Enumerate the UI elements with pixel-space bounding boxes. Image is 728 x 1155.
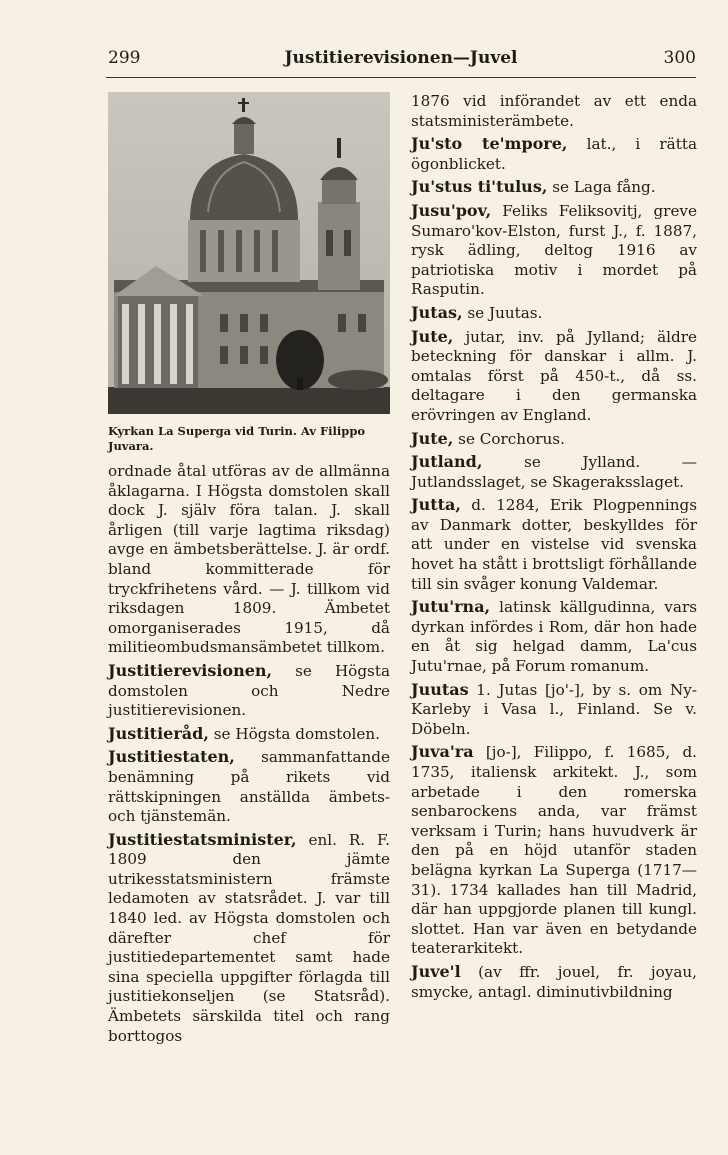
entry-headword: Justitiestatsminister,	[108, 829, 297, 849]
entry-text: ordnade åtal utföras av de allmänna åklagarna. I Högsta domstolen skall dock J. själv föra talan. J. skall årligen (till varje lagtima riksdag) avge en ämbetsberättelse. J. är ordf. bland kommitterade för tryckfrihetens vård. — J. tillkom vid riksdagen 1809. Ämbetet omorganiserades 1915, då militieombudsmansämbetet tillkom.	[108, 462, 390, 657]
entry-text: Feliks Feliksovitj, greve Sumaro'kov-Elston, furst J., f. 1887, rysk ädling, deltog 1916 av patriotiska motiv i mordet på Rasputin.	[411, 201, 698, 299]
dictionary-entry	[411, 327, 697, 426]
entry-headword: Ju'stus ti'tulus,	[411, 177, 548, 197]
dictionary-entry	[411, 452, 697, 492]
entry-text: [jo-], Filippo, f. 1685, d. 1735, italiensk arkitekt. J., som arbetade i den romerska senbarockens anda, var främst verksam i Turin; hans huvudverk är den på en höjd utanför staden belägna kyrkan La Superga (1717—31). 1734 kallades han till Madrid, där han uppgjorde planen till kungl. slottet. Han var även en betydande teaterarkitekt.	[411, 743, 697, 958]
entry-text: 1876 vid införandet av ett enda statsministerämbete.	[411, 92, 697, 130]
entry-text: sammanfattande benämning på rikets vid rättskipningen anställda ämbets- och tjänstemän.	[108, 748, 390, 826]
entry-headword: Justitierevisionen,	[108, 660, 273, 680]
entry-text: d. 1284, Erik Plogpennings av Danmark dotter, beskylldes för att under en vistelse vid svenska hovet ha stått i brottsligt förhållande till sin svåger konung Valdemar.	[411, 496, 698, 593]
dictionary-entry	[411, 962, 697, 1002]
dictionary-entry	[411, 92, 697, 131]
page-number-left: 299	[108, 48, 141, 68]
entry-headword: Ju'sto te'mpore,	[411, 134, 568, 154]
dictionary-entry	[108, 462, 390, 658]
running-header	[106, 48, 696, 74]
entry-headword: Jutu'rna,	[411, 597, 491, 617]
entry-headword: Jutta,	[411, 495, 461, 515]
dictionary-entry	[411, 303, 697, 324]
dictionary-entry	[411, 742, 697, 959]
entry-text: enl. R. F. 1809 den jämte utrikesstatsministern främste ledamoten av statsrådet. J. var till 1840 led. av Högsta domstolen och därefter chef för justitiedepartementet samt hade sina speciella uppgifter förlagda till justitiekonseljen (se Statsråd). Ämbetets särskilda titel och rang borttogos	[108, 830, 391, 1045]
running-title: Justitierevisionen—Juvel	[284, 48, 518, 68]
entry-text: se Jylland. — Jutlandsslaget, se Skageraksslaget.	[411, 453, 697, 491]
entry-headword: Juva'ra	[411, 742, 474, 762]
entry-text: jutar, inv. på Jylland; äldre beteckning för danskar i allm. J. omtalas först på 450-t., då ss. deltagare i den germanska erövringen av England.	[411, 327, 697, 424]
page-number-right: 300	[663, 48, 696, 68]
entry-headword: Justitieråd,	[108, 723, 209, 743]
entry-text: 1. Jutas [jo'-], by s. om Ny-Karleby i Vasa l., Finland. Se v. Döbeln.	[411, 680, 697, 738]
entry-text: se Högsta domstolen och Nedre justitierevisionen.	[108, 661, 390, 720]
entry-headword: Justitiestaten,	[108, 747, 235, 767]
entry-headword: Juve'l	[411, 961, 461, 981]
entry-headword: Jutas,	[411, 302, 463, 322]
entry-text: se Juutas.	[467, 303, 543, 322]
dictionary-entry	[411, 495, 697, 594]
entry-headword: Jutland,	[411, 452, 483, 472]
entry-text: lat., i rätta ögonblicket.	[411, 135, 697, 173]
entry-text: se Laga fång.	[552, 178, 656, 197]
church-illustration	[108, 92, 390, 414]
dictionary-entry	[108, 661, 390, 721]
dictionary-entry	[411, 429, 697, 450]
figure-caption: Kyrkan La Superga vid Turin. Av Filippo Juvara.	[108, 424, 366, 453]
dictionary-entry	[108, 747, 390, 826]
right-column	[411, 92, 697, 1005]
entry-text: se Corchorus.	[458, 429, 565, 448]
dictionary-entry	[411, 134, 697, 174]
entry-text: (av ffr. jouel, fr. joyau, smycke, antagl. diminutivbildning	[411, 962, 698, 1001]
dictionary-entry	[411, 177, 697, 198]
entry-text: latinsk källgudinna, vars dyrkan infördes i Rom, där hon hade en åt sig helgad damm, La'cus Jutu'rnae, på Forum romanum.	[411, 598, 698, 676]
left-column	[108, 462, 390, 1049]
church-photograph	[108, 92, 390, 414]
header-rule	[106, 77, 696, 78]
entry-headword: Jute,	[411, 326, 454, 346]
entry-headword: Jute,	[411, 428, 454, 448]
dictionary-entry	[411, 680, 697, 740]
dictionary-entry	[108, 724, 390, 745]
dictionary-entry	[411, 201, 697, 300]
entry-headword: Jusu'pov,	[411, 200, 492, 220]
dictionary-entry	[108, 830, 390, 1047]
entry-text: se Högsta domstolen.	[213, 724, 380, 743]
entry-headword: Juutas	[411, 679, 469, 699]
dictionary-entry	[411, 597, 697, 676]
